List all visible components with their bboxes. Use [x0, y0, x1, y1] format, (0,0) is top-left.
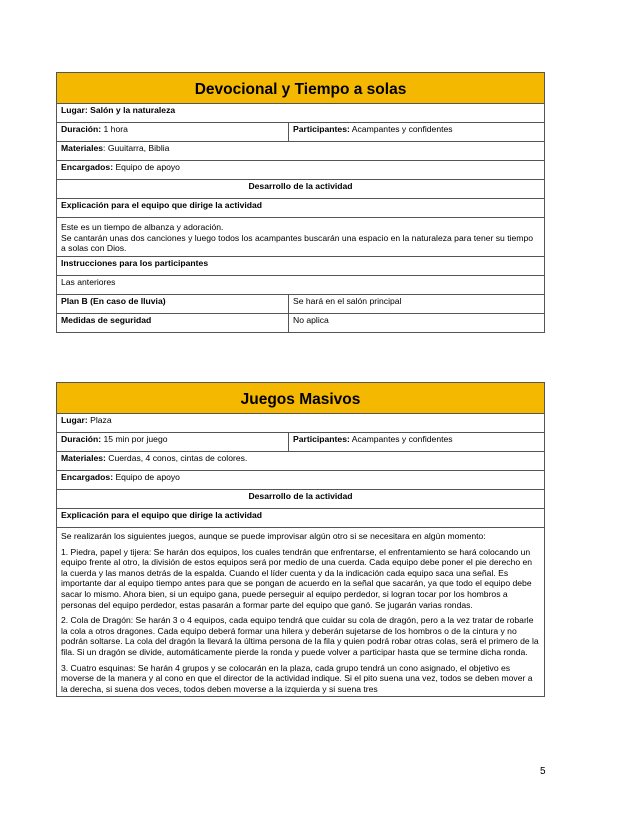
game-cuatro-esquinas: 3. Cuatro esquinas: Se harán 4 grupos y se colocarán en la plaza, cada grupo tendrá un cono asignado, el objetivo es moverse de la manera y al cono en que el director de la actividad indique. Si el pito suena una vez, todos se deben mover a la derecha, si suena dos veces, todos deben moverse a la izquierda y si suena tres — [61, 662, 533, 694]
explicacion-line-1: Este es un tiempo de albanza y adoración. — [61, 222, 224, 232]
lugar-value: Salón y la naturaleza — [90, 105, 176, 115]
lugar-value: Plaza — [90, 415, 112, 425]
medidas-value: No aplica — [289, 313, 545, 332]
duracion-value: 1 hora — [103, 124, 128, 134]
duracion-label: Duración: — [61, 124, 102, 134]
participantes-label: Participantes: — [293, 434, 350, 444]
game-piedra-papel-tijera: 1. Piedra, papel y tijera: Se harán dos equipos, los cuales tendrán que enfrentarse, el enfrentamiento se hará colocando un equipo frente al otro, la división de estos equipos será por medio de una cuerda. Cada equipo debe poner el pie derecho en la cuerda y las manos detrás de la espalda. Cuando el líder cuenta y da la indicación cada equipo saca una señal. Es importante dar al equipo tiempo antes para que se pongan de acuerdo en la señal que sacarán, ya que todo el equipo debe sacar lo mismo. Ahora bien, si un equipo gana, puede perseguir al equipo perdedor, si logran tocar por los hombros a personas del equipo perdedor, estas pasarán a formar parte del equipo que ganó. Se jugarán varias rondas. — [61, 546, 533, 610]
desarrollo-heading: Desarrollo de la actividad — [57, 490, 545, 509]
lugar-row — [57, 414, 545, 433]
explicacion-line-2: Se cantarán unas dos canciones y luego todos los acampantes buscarán una espacio en la naturaleza para tener su tiempo a solas con Dios. — [61, 232, 534, 254]
participantes-label: Participantes: — [293, 124, 350, 134]
encargados-value: Equipo de apoyo — [115, 162, 180, 172]
encargados-label: Encargados: — [61, 162, 114, 172]
participantes-value: Acampantes y confidentes — [351, 124, 453, 134]
materiales-label: Materiales — [61, 143, 104, 153]
page-number: 5 — [540, 766, 546, 777]
encargados-value: Equipo de apoyo — [115, 472, 180, 482]
materiales-value: Cuerdas, 4 conos, cintas de colores. — [108, 453, 248, 463]
encargados-label: Encargados: — [61, 472, 114, 482]
participantes-cell — [289, 433, 545, 452]
duracion-label: Duración: — [61, 434, 102, 444]
medidas-label: Medidas de seguridad — [57, 313, 289, 332]
explicacion-heading: Explicación para el equipo que dirige la actividad — [57, 199, 545, 218]
encargados-row — [57, 161, 545, 180]
lugar-row — [57, 104, 545, 123]
materiales-row — [57, 142, 545, 161]
duracion-cell — [57, 433, 289, 452]
participantes-value: Acampantes y confidentes — [351, 434, 453, 444]
lugar-label: Lugar: — [61, 105, 88, 115]
duracion-cell — [57, 123, 289, 142]
section-title: Juegos Masivos — [57, 383, 545, 414]
explicacion-body — [57, 528, 545, 697]
encargados-row — [57, 471, 545, 490]
materiales-label: Materiales: — [61, 453, 106, 463]
explicacion-body — [57, 218, 545, 257]
explicacion-heading: Explicación para el equipo que dirige la actividad — [57, 509, 545, 528]
desarrollo-heading: Desarrollo de la actividad — [57, 180, 545, 199]
game-cola-de-dragon: 2. Cola de Dragón: Se harán 3 o 4 equipos, cada equipo tendrá que cuidar su cola de dragón, pero a la vez tratar de robarle la cola a otros dragones. Cada equipo deberá formar una hilera y deberán sujetarse de los hombros o de la cintura y no podrán soltarse. La cola del dragón la llevará la última persona de la fila y quien podrá robar otras colas, será el primero de la fila. Si un dragón se divide, automáticamente pierde la ronda y puede volver a participar hasta que se termine dicha ronda. — [61, 615, 539, 657]
materiales-row — [57, 452, 545, 471]
materiales-value: : Guuitarra, Biblia — [103, 143, 170, 153]
planb-value: Se hará en el salón principal — [289, 294, 545, 313]
activity-table-devocional — [56, 72, 545, 333]
instrucciones-heading: Instrucciones para los participantes — [57, 256, 545, 275]
planb-label: Plan B (En caso de lluvia) — [57, 294, 289, 313]
activity-table-juegos — [56, 382, 545, 697]
participantes-cell — [289, 123, 545, 142]
lugar-label: Lugar: — [61, 415, 88, 425]
instrucciones-value: Las anteriores — [57, 275, 545, 294]
duracion-value: 15 min por juego — [103, 434, 168, 444]
section-title: Devocional y Tiempo a solas — [57, 73, 545, 104]
games-intro: Se realizarán los siguientes juegos, aunque se puede improvisar algún otro si se necesitara en algún momento: — [61, 531, 486, 541]
